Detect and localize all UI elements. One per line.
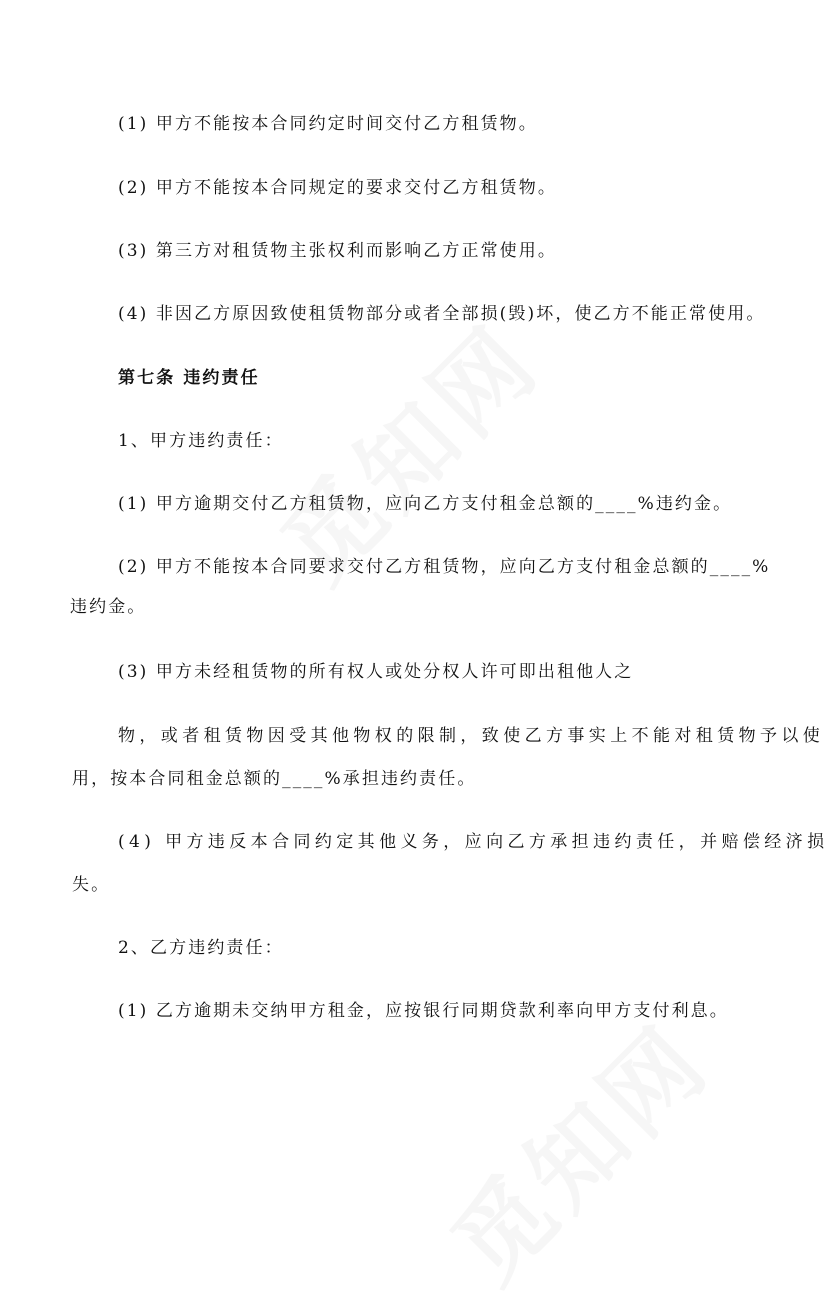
party-a-item-1: (1) 甲方逾期交付乙方租赁物，应向乙方支付租金总额的____%违约金。 <box>118 494 733 514</box>
clause-item-3: (3) 第三方对租赁物主张权利而影响乙方正常使用。 <box>118 241 557 261</box>
clause-item-2: (2) 甲方不能按本合同规定的要求交付乙方租赁物。 <box>118 178 557 198</box>
party-a-item-4: (4) 甲方违反本合同约定其他义务，应向乙方承担违约责任，并赔偿经济损 <box>118 832 829 852</box>
section-heading: 第七条 违约责任 <box>118 368 260 388</box>
party-a-item-2: (2) 甲方不能按本合同要求交付乙方租赁物，应向乙方支付租金总额的____% <box>118 557 771 577</box>
party-a-item-3-end: 用，按本合同租金总额的____%承担违约责任。 <box>72 769 477 789</box>
subsection-heading: 1、甲方违约责任： <box>118 431 284 451</box>
watermark <box>417 990 734 1307</box>
party-a-item-3-continued: 物，或者租赁物因受其他物权的限制，致使乙方事实上不能对租赁物予以使 <box>118 726 825 746</box>
party-a-item-4-end: 失。 <box>72 875 111 895</box>
party-a-item-2-continued: 违约金。 <box>70 597 147 617</box>
party-a-item-3: (3) 甲方未经租赁物的所有权人或处分权人许可即出租他人之 <box>118 662 634 682</box>
clause-item-4: (4) 非因乙方原因致使租赁物部分或者全部损(毁)坏，使乙方不能正常使用。 <box>118 304 766 324</box>
party-b-item-1: (1) 乙方逾期未交纳甲方租金，应按银行同期贷款利率向甲方支付利息。 <box>118 1001 729 1021</box>
subsection-heading: 2、乙方违约责任： <box>118 938 284 958</box>
clause-item-1: (1) 甲方不能按本合同约定时间交付乙方租赁物。 <box>118 114 538 134</box>
